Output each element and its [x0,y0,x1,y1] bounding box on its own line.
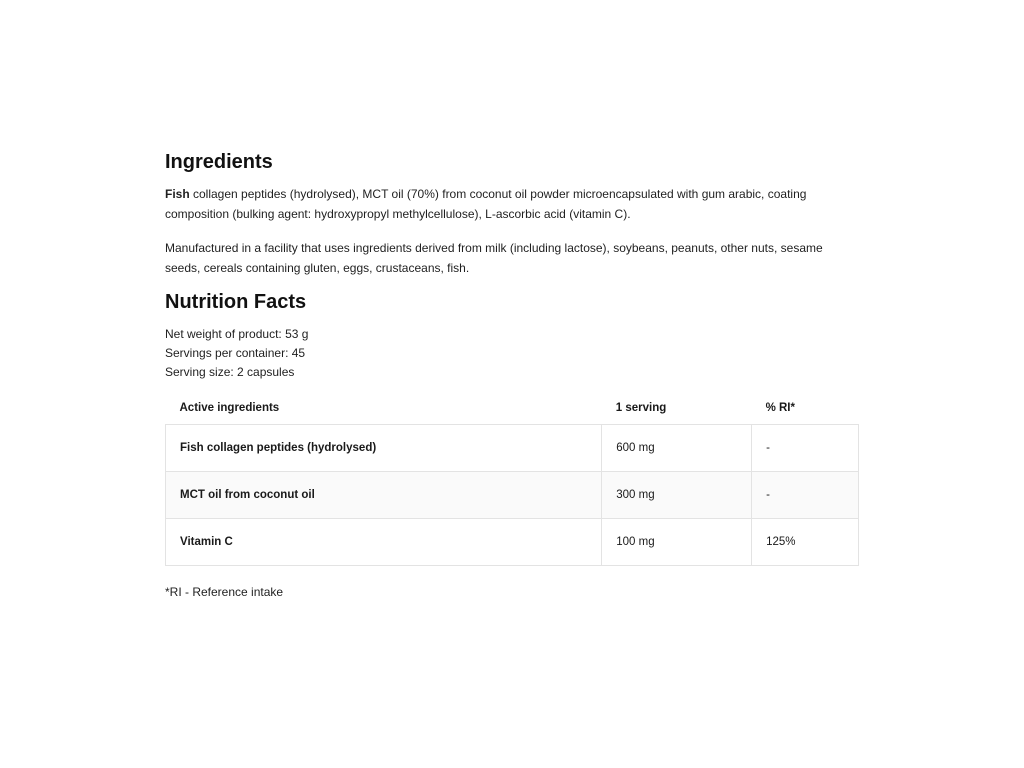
servings-per-container: Servings per container: 45 [165,346,306,360]
allergen-paragraph: Manufactured in a facility that uses ingredients derived from milk (including lactose), soybeans, peanuts, other nuts, sesame seeds, cereals containing gluten, eggs, crustaceans, fish. [165,241,823,275]
table-row [166,519,859,566]
net-weight: Net weight of product: 53 g [165,327,309,341]
ri-percent: - [752,472,859,519]
ingredient-name: Vitamin C [166,519,602,566]
ingredients-paragraph [165,185,859,224]
ingredient-name: MCT oil from coconut oil [166,472,602,519]
serving-amount: 300 mg [602,472,752,519]
table-row [166,472,859,519]
ri-percent: - [752,425,859,472]
nutrition-facts-heading: Nutrition Facts [165,291,307,313]
ri-footnote: *RI - Reference intake [165,585,284,599]
ri-percent: 125% [752,519,859,566]
column-header-active-ingredients: Active ingredients [179,401,280,414]
ingredients-heading: Ingredients [165,151,273,173]
serving-amount: 600 mg [602,425,752,472]
serving-amount: 100 mg [602,519,752,566]
ingredient-name: Fish collagen peptides (hydrolysed) [166,425,602,472]
product-meta [165,325,859,382]
table-row [166,425,859,472]
ingredients-bold-lead: Fish [165,187,190,201]
nutrition-table [165,391,859,566]
column-header-ri: % RI* [765,401,795,414]
column-header-serving: 1 serving [615,401,667,414]
product-info-section [165,150,859,600]
ingredients-list-text: collagen peptides (hydrolysed), MCT oil (70%) from coconut oil powder microencapsulated with gum arabic, coating composition (bulking agent: hydroxypropyl methylcellulose), L-ascorbic acid (vitamin C). [165,187,807,221]
serving-size: Serving size: 2 capsules [165,365,295,379]
table-header-row [166,391,859,425]
